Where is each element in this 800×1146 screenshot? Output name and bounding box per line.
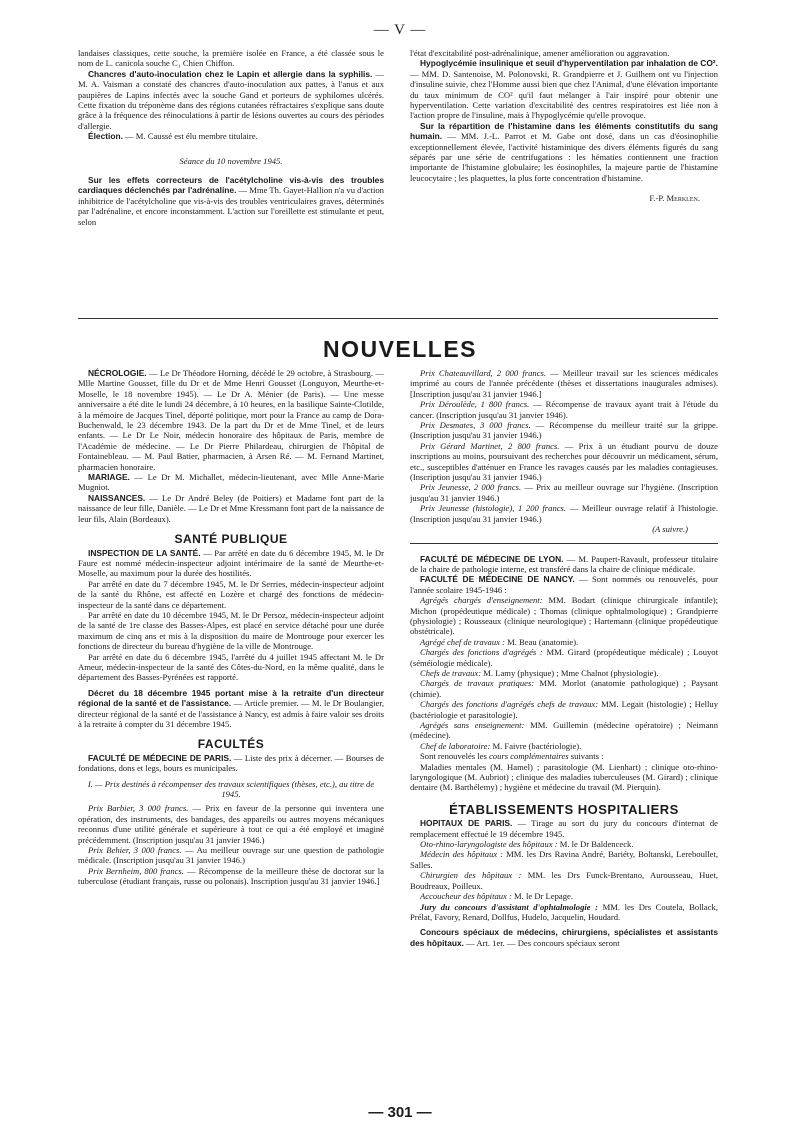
paragraph [78,753,384,774]
seance-date: Séance du 10 novembre 1945. [179,155,283,166]
paragraph-text: MM. les Drs Coutela, Bollack, Prélat, Favory, Renard, Dollfus, Hudelo, Jacquelin, Houdard. [410,901,718,922]
paragraph-text: — Meilleur travail sur les sciences médicales imprimé au cours de l'année précédente (thèses et dissertations inaugurales admises). [Inscription jusqu'au 31 janvier 1946.] [410,368,718,399]
paragraph-heading: Hypoglycémie insulinique et seuil d'hyperventilation par inhalation de CO². [420,58,718,69]
paragraph: l'état d'excitabilité post-adrénalinique, amener amélioration ou aggravation. [410,48,670,58]
paragraph-text: suivants : [568,751,604,762]
paragraph-text: — M. Caussé est élu membre titulaire. [122,131,258,142]
paragraph-text: — MM. J.-L. Parrot et M. Gabe ont dosé, dans un cas d'éosinophilie exceptionnellement élevée, l'activité histaminique des divers éléments figurés du sang séparés par une série de centrifugations : les hématies contiennent une fraction importante de l'histamine globulaire; les éosinophiles, la majeure partie de l'histamine leucocytaire ; les plaquettes, la plus forte concentration d'histamine. [410,131,718,183]
paragraph-heading: FACULTÉ DE MÉDECINE DE PARIS. [88,752,232,763]
paragraph-text: — Récompense du meilleur traité sur la grippe. (Inscription jusqu'au 31 janvier 1946.) [410,420,718,441]
section-title-etablissements: ÉTABLISSEMENTS HOSPITALIERS [449,801,679,817]
paragraph-text: M. Lamy (physique) ; Mme Chalnot (physiologie). [481,667,659,678]
paragraph [410,503,718,524]
paragraph-heading: HOPITAUX DE PARIS. [420,818,513,829]
paragraph-heading: INSPECTION DE LA SANTÉ. [88,547,201,558]
paragraph-heading: Prix Desmates, 3 000 francs. [420,420,531,431]
paragraph-text: MM. Bodart (clinique chirurgicale infantile); Michon (propédeutique médicale) ; Thomas (clinique ophtalmologique) ; Grandpierre (physiologie) ; Rousseaux (clinique neurologique) ; Hartemann (clinique propédeutique obstétricale). [410,595,718,637]
paragraph-text: MM. Girard (propédeutique médicale) ; Louyot (séméiologie médicale). [410,647,718,668]
paragraph [410,870,718,891]
paragraph-text: — Le Dr André Beley (de Poitiers) et Madame font part de la naissance de leur fille, Danièle. — Le Dr et Mme Kressmann font part de la naissance de leur fils, Alain (Bordeaux). [78,492,384,524]
paragraph-text: — Mme Th. Gayet-Hallion n'a vu d'action inhibitrice de l'acétylcholine que vis-à-vis des troubles ventriculaires graves, déterminés par l'adrénaline, et encore inconstamment. L'action sur l'oreillette est stimulante et peut, selon [78,185,384,227]
paragraph-text: — M. A. Vaisman a constaté des chancres d'auto-inoculation aux pattes, à l'anus et aux paupières de Lapins infectés avec la souche Gand et porteurs de syphilomes ulcérés. Cette fixation du tréponème dans des régions cutanées réfractaires s'explique sans doute grâce à la fréquence des réinoculations à partir de lésions ouvertes au cours des périodes d'allergie. [78,68,384,131]
paragraph-text: — Prix à un étudiant pourvu de douze inscriptions au moins, poursuivant des recherches pour découvrir un médicament, sérum, etc., susceptibles d'atténuer en France les ravages causés par les maladies contagieuses. (Inscription jusqu'au 31 janvier 1946.) [410,440,718,483]
paragraph-text: — Le Dr M. Michallet, médecin-lieutenant, avec Mlle Anne-Marie Mugniot. [78,472,384,493]
paragraph-text: — Récompense de travaux ayant trait à l'étude du cancer. (Inscription jusqu'au 31 janvier 1946). [410,399,718,420]
paragraph [78,69,384,131]
paragraph-heading: Chargés des fonctions d'agrégés chefs de travaux: [420,699,599,710]
paragraph-heading: Chancres d'auto-inoculation chez le Lapin et allergie dans la syphilis. [88,68,373,79]
paragraph: Par arrêté en date du 6 décembre 1945, l'arrêté du 4 juillet 1945 affectant M. le Dr Ameur, médecin-inspecteur de la santé des Côtes-du-Nord, en la même qualité, dans le département des Basses-Pyrénées est rapporté. [78,651,384,683]
column-bottom-left [78,368,384,1096]
paragraph [78,175,384,227]
nouvelles-title: NOUVELLES [322,336,478,362]
paragraph-heading: Chirurgien des hôpitaux : [420,870,522,881]
paragraph-heading: Prix Bernheim, 800 francs. [88,865,184,876]
paragraph-heading: NAISSANCES. [88,492,146,503]
paragraph [78,472,384,493]
paragraph [78,548,384,579]
paragraph-text: M. Beau (anatomie). [504,636,579,647]
paragraph-heading: Agrégé chef de travaux : [420,636,505,647]
paragraph-text: MM. les Drs Funck-Brentano, Aurousseau, Huet, Boudreaux, Poilleux. [410,870,718,891]
section-title-sante: SANTÉ PUBLIQUE [174,532,288,547]
paragraph [410,818,718,839]
paragraph [78,803,384,845]
section-title-facultes: FACULTÉS [197,737,265,752]
paragraph-heading: Prix Déroulède, 1 800 francs. [420,399,530,410]
paragraph [410,368,718,399]
paragraph-text: MM. Guillemin (médecine opératoire) ; Neimann (médecine). [410,720,718,741]
paragraph-text: — Le Dr Théodore Horning, décédé le 29 octobre, à Strasbourg. — Mlle Martine Gousset, fille du Dr et de Mme Henri Gousset (Longuyon, Meurthe-et-Moselle, le 18 novembre 1945). — Le Dr A. Ménier (de Paris). — Une messe anniversaire a été dite le lundi 24 décembre, à 10 heures, en la basilique Sainte-Clotilde, à la mémoire de Jacques Tinel, déporté politique, mort pour la France au camp de Dora-Buchenwald, le 23 décembre 1943. De la part du Dr et de Mme Tinel, et de leurs enfants. — Le Dr Le Noir, médecin honoraire des hôpitaux de Paris, membre de l'Académie de médecine. — Le Dr Pierre Philardeau, chirurgien de l'hôpital de Fontainebleau. — M. Paul Batier, pharmacien, à Arsen Ré. — M. Fernand Martinet, pharmacien honoraire. [78,368,384,472]
paragraph [410,699,718,720]
column-bottom-right [410,368,718,1096]
paragraph-heading: NÉCROLOGIE. [88,368,147,378]
paragraph-text: — Liste des prix à décerner. — Bourses de fondations, dons et legs, bours es municipales. [78,752,384,774]
paragraph-heading: Décret du 18 décembre 1945 portant mise à la retraite d'un directeur régional de la santé et de l'assistance. [78,687,384,709]
paragraph [410,720,718,741]
paragraph [78,688,384,730]
paragraph-heading: Chargés des fonctions d'agrégés : [420,647,543,658]
paragraph-heading: Médecin des hôpitaux : [420,849,504,860]
paragraph-text: — Article premier. — M. le Dr Boulangier, directeur régional de la santé et de l'assistance à Nancy, est admis à faire valoir ses droits à la retraite à compter du 31 décembre 1945. [78,698,384,729]
column-top-right [410,48,718,300]
paragraph-heading: Agrégés sans enseignement: [420,720,525,730]
paragraph-heading: Prix Barbier, 3 000 francs. [88,803,189,814]
paragraph [410,849,718,870]
paragraph-heading: Chef de laboratoire: [420,740,491,751]
paragraph-heading: Oto-rhino-laryngologiste des hôpitaux : [420,839,558,850]
paragraph-heading: Prix Jeunesse (histologie), 1 200 francs. [420,503,567,514]
paragraph-text: — Art. 1er. — Des concours spéciaux seront [463,937,620,948]
paragraph-heading: Prix Chateauvillard, 2 000 francs. [420,368,546,378]
paragraph-text: Sont renouvelés les [420,751,489,762]
paragraph [78,493,384,524]
paragraph [410,678,718,699]
paragraph-heading: Sur la répartition de l'histamine dans les éléments constitutifs du sang humain. [410,120,718,142]
paragraph [410,58,718,120]
paragraph-emphasis: cours complémentaires [488,751,569,762]
column-top-left [78,48,384,300]
paragraph [410,647,718,668]
paragraph-text: MM. les Drs Ravina André, Bariéty, Boltanski, Lereboullet, Salles. [410,849,718,870]
paragraph: landaises classiques, cette souche, la première isolée en France, a été classée sous le nom de L. canicola souche C₁ Chien Chiffon. [78,48,384,69]
paragraph [410,637,718,647]
page-header: — V — [373,22,427,38]
section-divider [78,318,718,319]
paragraph [78,866,384,887]
paragraph-heading: Concours spéciaux de médecins, chirurgiens, spécialistes et assistants des hôpitaux. [410,927,718,948]
paragraph [410,595,718,637]
paragraph-heading: Prix Jeunesse, 2 000 francs. [420,482,522,493]
paragraph [78,368,384,472]
paragraph-heading: Chargés de travaux pratiques: [420,678,535,689]
paragraph-text: — MM. D. Santenoise, M. Polonovski, R. Grandpierre et J. Guilhem ont vu l'injection d'insuline suivie, chez l'Homme aussi bien que chez l'Animal, d'une élévation importante du taux minimum de CO² qu'il faut mélanger à l'air inspiré pour obtenir une hyperventilation. Cette variation d'excitabilité des centres respiratoires est liée non à l'action propre de l'insuline, mais à l'hypoglycémie qu'elle provoque. [410,68,718,121]
paragraph-heading: Sur les effets correcteurs de l'acétylcholine vis-à-vis des troubles cardiaques déclenchés par l'adrénaline. [78,175,384,196]
paragraph-heading: FACULTÉ DE MÉDECINE DE NANCY. [420,574,575,585]
paragraph-text: — Prix au meilleur ouvrage sur l'hygiène. (Inscription jusqu'au 31 janvier 1946.) [410,482,718,503]
paragraph: Par arrêté en date du 7 décembre 1945, M. le Dr Serries, médecin-inspecteur adjoint de la santé du Rhône, est affecté en Lozère et chargé des fonctions de médecin-inspecteur de la santé dans ce département. [78,578,384,610]
paragraph [410,121,718,183]
paragraph-heading: Agrégés chargés d'enseignement: [420,595,543,606]
paragraph-text: — Meilleur ouvrage relatif à l'histologie. (Inscription jusqu'au 31 janvier 1946.) [410,503,718,524]
paragraph [410,751,718,761]
paragraph [410,741,718,751]
paragraph [78,131,384,141]
paragraph [410,554,718,575]
paragraph-text: MM. Legait (histologie) ; Helluy (bactériologie et parasitologie). [410,699,718,720]
paragraph-text: — Sont nommés ou renouvelés, pour l'année scolaire 1945-1946 : [410,574,718,595]
paragraph [410,482,718,503]
paragraph-heading: Prix Behier, 3 000 francs. [88,845,182,856]
paragraph: Par arrêté en date du 10 décembre 1945, M. le Dr Persoz, médecin-inspecteur adjoint de la santé de 1re classe des Basses-Alpes, est placé en service détaché pour une durée maximum de cinq ans et mis à la disposition du maire de Montrouge pour exercer les fonctions de directeur du bureau d'hygiène de la ville de Montrouge. [78,609,384,652]
paragraph-text: M. le Dr Baldenceck. [557,839,634,850]
prix-subtitle: I. — Prix destinés à récompenser des travaux scientifiques (thèses, etc.), au titre de 1945. [87,778,375,800]
paragraph [410,574,718,595]
paragraph [410,668,718,678]
paragraph-text: M. le Dr Lepage. [511,891,573,902]
paragraph-text: — Tirage au sort du jury du concours d'internat de remplacement effectué le 19 décembre 1945. [410,818,718,839]
paragraph-text: — Prix en faveur de la personne qui inventera une opération, des instruments, des bandages, des appareils ou autres moyens mécaniques reconnus d'une utilité générale et supérieure à tout ce qui a été employé et imaginé précédemment. (Inscription jusqu'au 31 janvier 1946.) [78,803,384,845]
paragraph-heading: MARIAGE. [88,472,130,483]
to-be-continued: (A suivre.) [652,524,688,535]
paragraph-text: — M. Paupert-Ravault, professeur titulaire de la chaire de pathologie interne, est transféré dans la chaire de clinique médicale. [410,553,718,574]
paragraph-text: M. Faivre (bactériologie). [490,740,582,751]
signature: F.-P. Merklen. [649,193,700,204]
paragraph-text: — Récompense de la meilleure thèse de doctorat sur la tuberculose (étudiant français, russe ou polonais). Inscription jusqu'au 31 janvier 1946.] [78,865,384,887]
paragraph [410,399,718,420]
section-divider [410,543,718,544]
paragraph [410,441,718,483]
paragraph-text: — Par arrêté en date du 6 décembre 1945, M. le Dr Faure est nommé médecin-inspecteur adjoint intérimaire de la santé de Meurthe-et-Moselle, au maximum pour la durée des hostilités. [78,547,384,579]
paragraph-heading: Accoucheur des hôpitaux : [420,891,512,902]
paragraph [410,902,718,923]
paragraph-text: MM. Morlot (anatomie pathologique) ; Paysant (chimie). [410,678,718,699]
paragraph-heading: Prix Gérard Martinet, 2 800 francs. [420,440,560,451]
paragraph-heading: Élection. [88,131,123,142]
paragraph: Maladies mentales (M. Hamel) ; parasitologie (M. Lienhart) ; clinique oto-rhino-laryngologique (M. Aubriot) ; clinique des maladies tuberculeuses (M. Girard) ; clinique dentaire (M. Barthélemy) ; hygiène et médecine du travail (M. Pierquin). [410,761,718,793]
paragraph-text: — Au meilleur ouvrage sur une question de pathologie médicale. (Inscription jusqu'au 31 janvier 1946.) [78,845,384,866]
paragraph [78,845,384,866]
paragraph [410,839,718,849]
paragraph-heading: Chefs de travaux: [420,667,482,678]
paragraph-heading: Jury du concours d'assistant d'ophtalmologie : [420,901,599,912]
paragraph-heading: FACULTÉ DE MÉDECINE DE LYON. [420,553,564,564]
paragraph [410,420,718,441]
page-number: — 301 — [368,1104,432,1121]
paragraph [410,927,718,948]
paragraph [410,891,718,901]
